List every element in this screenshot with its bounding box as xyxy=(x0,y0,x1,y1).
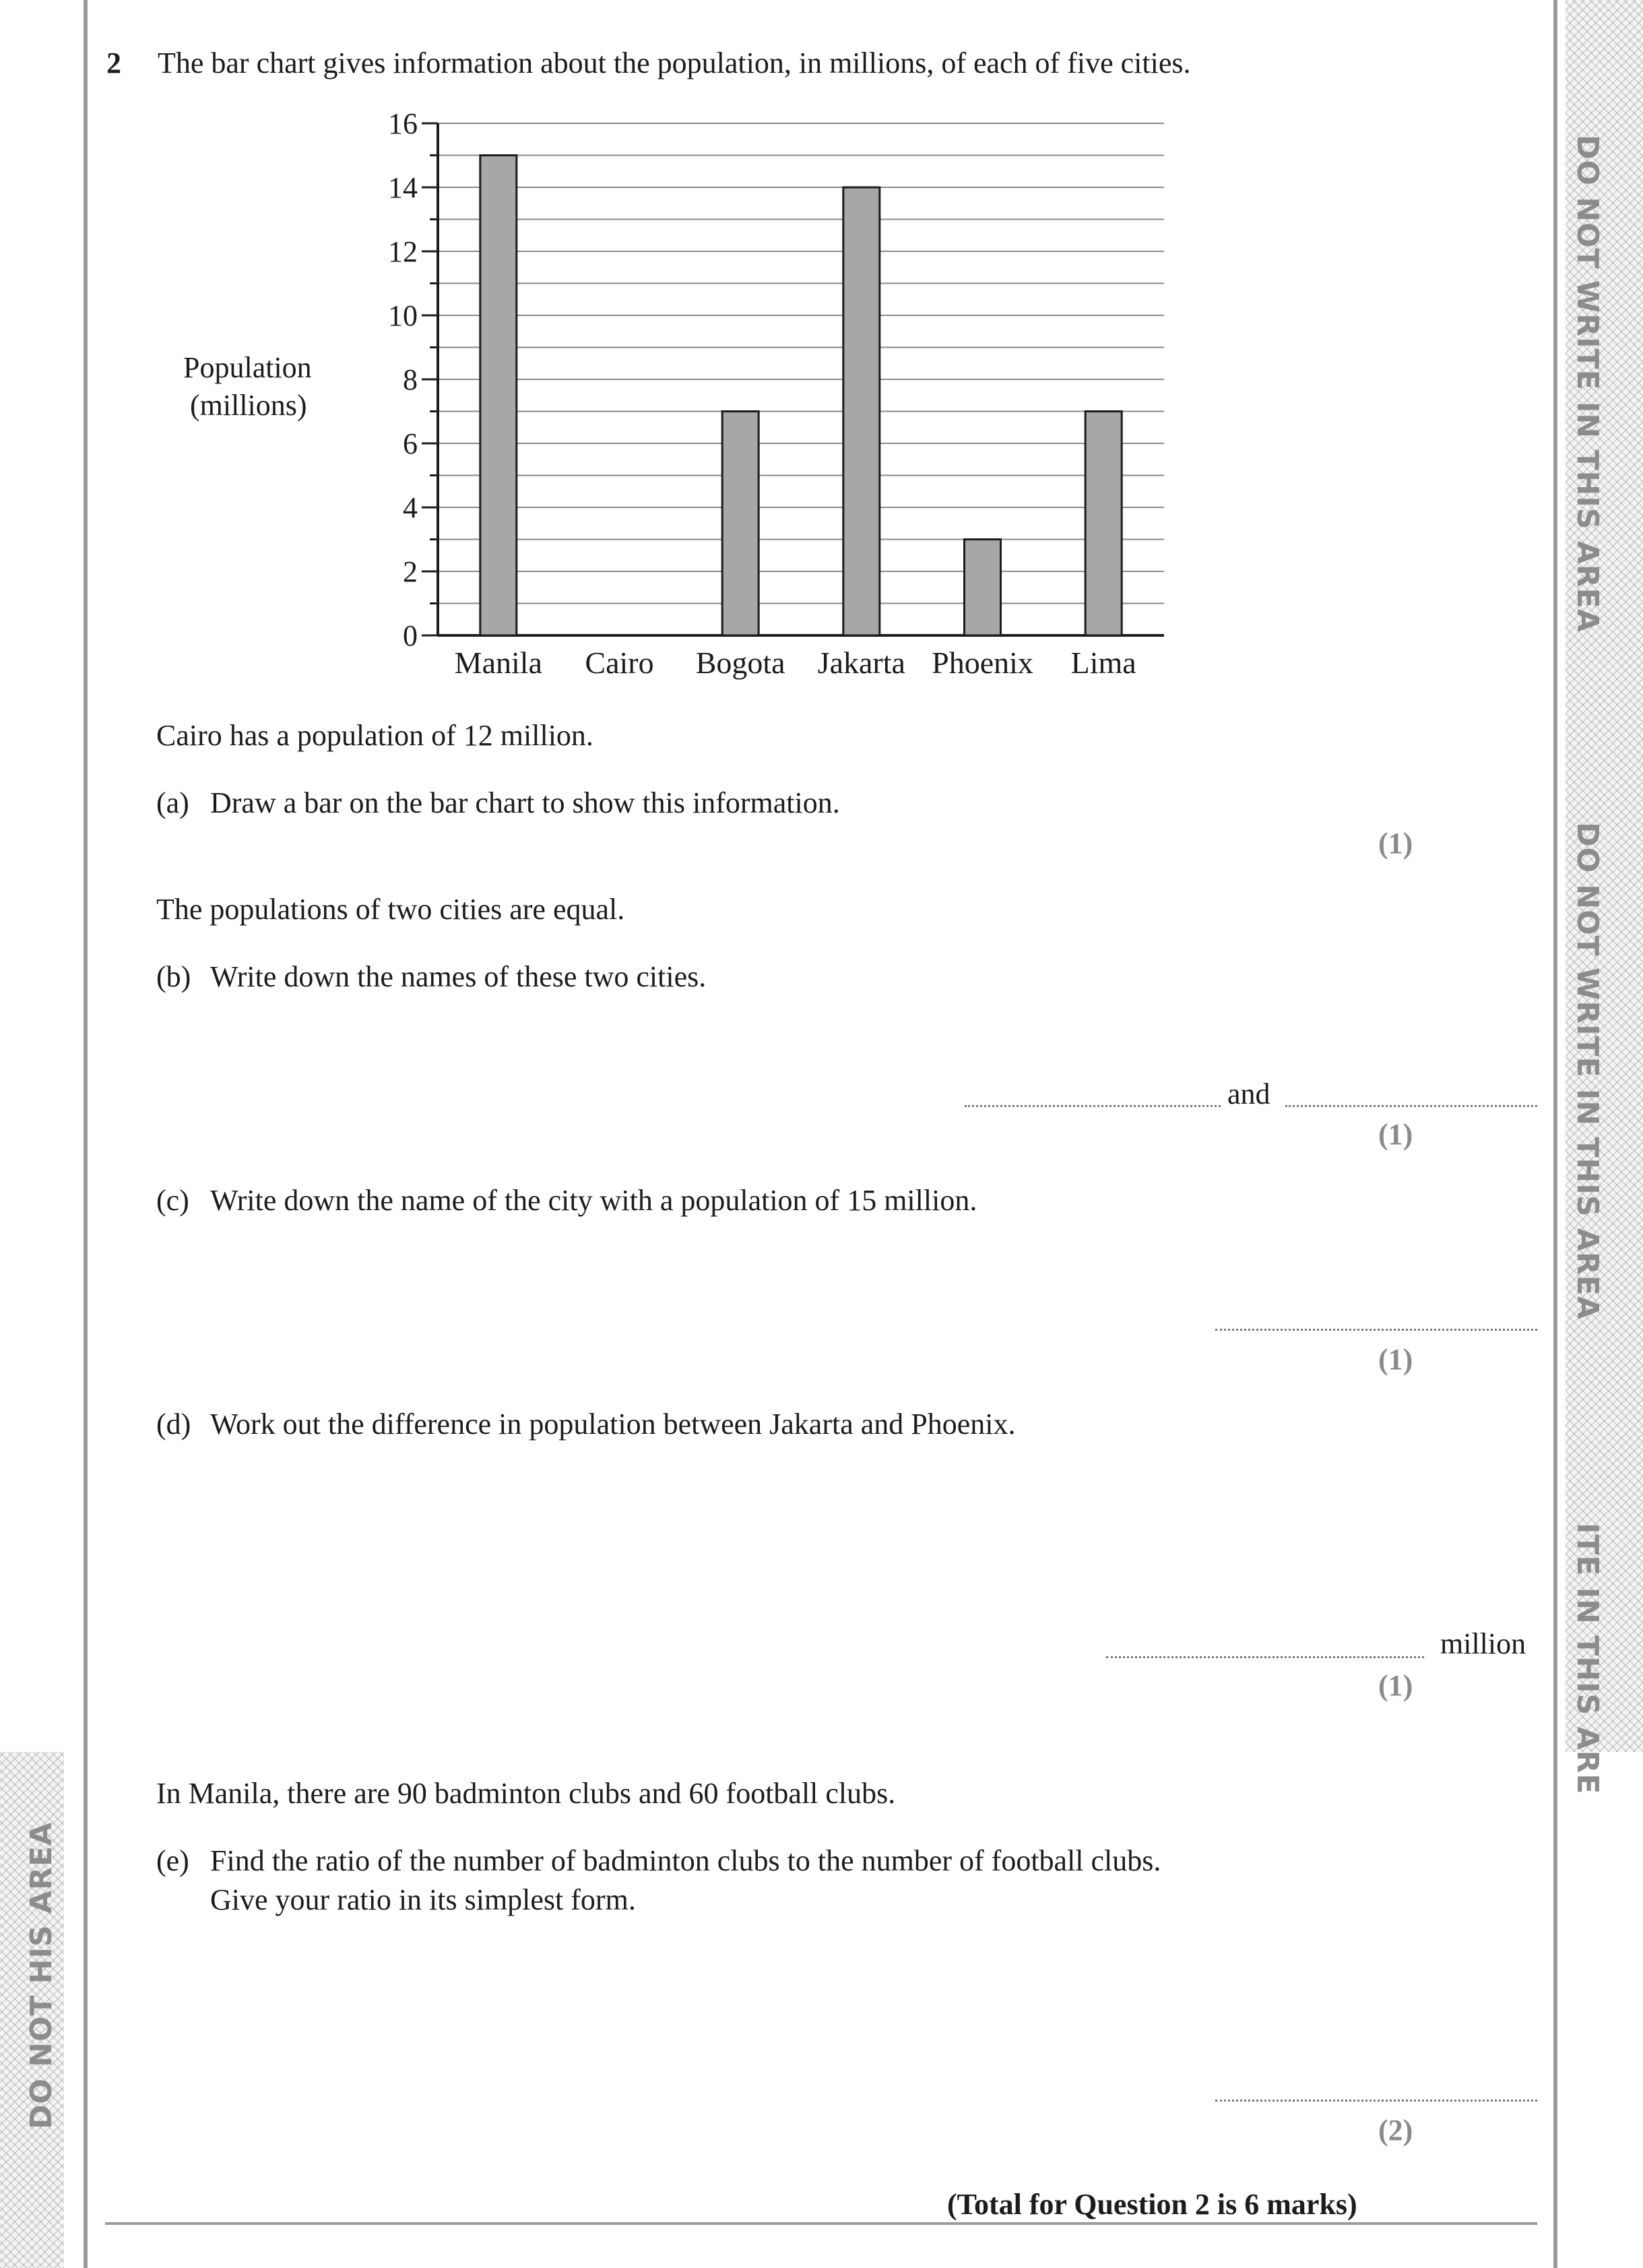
x-category-label: Cairo xyxy=(585,645,654,680)
part-b-answer-line-1[interactable] xyxy=(965,1105,1221,1107)
y-tick-label: 8 xyxy=(403,363,418,396)
part-d-unit: million xyxy=(1440,1627,1526,1660)
y-axis-label-line1: Population xyxy=(183,351,312,384)
part-d-text: Work out the difference in population between Jakarta and Phoenix. xyxy=(210,1408,1016,1441)
bar-manila xyxy=(480,156,517,636)
part-d-marks: (1) xyxy=(1378,1669,1413,1702)
part-b-label: (b) xyxy=(156,960,191,993)
right-middle-margin-warning: DO NOT WRITE IN THIS AREA xyxy=(1570,822,1605,1320)
left-bottom-margin-warning: DO NOT HIS AREA xyxy=(24,1821,59,2129)
part-b-answer-line-2[interactable] xyxy=(1285,1105,1537,1107)
cairo-info: Cairo has a population of 12 million. xyxy=(156,719,593,752)
part-a-label: (a) xyxy=(156,786,189,819)
part-e-answer-line[interactable] xyxy=(1215,2100,1537,2102)
bar-phoenix xyxy=(965,540,1001,636)
part-a-marks: (1) xyxy=(1378,827,1413,860)
part-b-text: Write down the names of these two cities. xyxy=(210,960,707,993)
part-c-label: (c) xyxy=(156,1184,189,1217)
clubs-info: In Manila, there are 90 badminton clubs and 60 football clubs. xyxy=(156,1777,896,1810)
part-e-text-line1: Find the ratio of the number of badminton clubs to the number of football clubs. xyxy=(210,1844,1161,1877)
x-category-label: Bogota xyxy=(695,645,785,680)
part-c-marks: (1) xyxy=(1378,1343,1413,1376)
part-e-marks: (2) xyxy=(1378,2114,1413,2147)
y-tick-label: 12 xyxy=(388,235,418,268)
part-d-label: (d) xyxy=(156,1408,191,1441)
y-tick-label: 4 xyxy=(403,491,418,524)
bar-bogota xyxy=(722,412,759,636)
y-tick-label: 2 xyxy=(403,555,418,588)
part-b-marks: (1) xyxy=(1378,1118,1413,1151)
right-bottom-margin-warning: ITE IN THIS ARE xyxy=(1570,1523,1605,1795)
question-total: (Total for Question 2 is 6 marks) xyxy=(947,2188,1357,2221)
x-category-label: Jakarta xyxy=(817,645,905,680)
y-tick-label: 0 xyxy=(403,619,418,652)
y-tick-label: 6 xyxy=(403,427,418,460)
part-c-text: Write down the name of the city with a population of 15 million. xyxy=(210,1184,977,1217)
part-d-answer-line[interactable] xyxy=(1106,1656,1424,1658)
part-e-label: (e) xyxy=(156,1844,189,1877)
y-tick-label: 10 xyxy=(388,299,418,332)
bar-lima xyxy=(1085,412,1122,636)
question-number: 2 xyxy=(106,46,121,80)
part-b-and: and xyxy=(1227,1077,1270,1110)
y-axis-label-line2: (millions) xyxy=(190,389,307,422)
right-top-margin-warning: DO NOT WRITE IN THIS AREA xyxy=(1570,135,1605,633)
x-category-label: Manila xyxy=(454,645,542,680)
part-a-text: Draw a bar on the bar chart to show this information. xyxy=(210,786,840,819)
bar-jakarta xyxy=(843,187,880,635)
bar-chart[interactable] xyxy=(0,0,1643,714)
y-tick-label: 14 xyxy=(388,171,418,204)
part-c-answer-line[interactable] xyxy=(1215,1329,1537,1331)
question-intro: The bar chart gives information about the population, in millions, of each of five cities. xyxy=(158,46,1191,80)
y-tick-label: 16 xyxy=(388,107,418,140)
part-e-text-line2: Give your ratio in its simplest form. xyxy=(210,1883,636,1916)
question-end-rule xyxy=(105,2222,1537,2225)
equal-info: The populations of two cities are equal. xyxy=(156,893,625,926)
x-category-label: Lima xyxy=(1070,645,1136,680)
x-category-label: Phoenix xyxy=(932,645,1033,680)
